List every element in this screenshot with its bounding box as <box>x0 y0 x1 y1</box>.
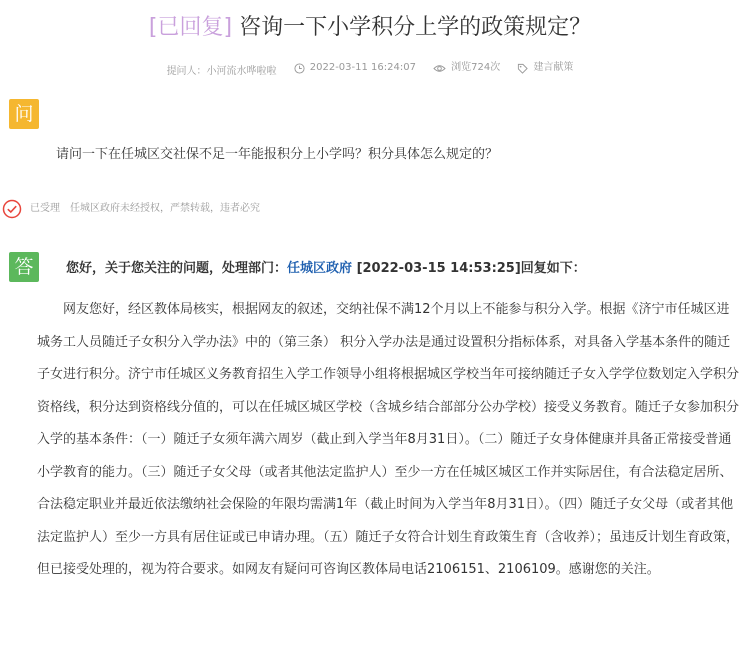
answer-header <box>66 259 586 279</box>
view-count <box>433 60 500 76</box>
eye-icon <box>433 63 446 74</box>
asker-label: 提问人：小河流水哗啦啦 <box>166 65 277 77</box>
question-title: 咨询一下小学积分上学的政策规定？ <box>239 15 592 40</box>
answer-intro: 您好，关于您关注的问题，处理部门： <box>66 261 288 276</box>
tag-icon <box>517 63 528 74</box>
department-link[interactable]: 任城区政府 <box>287 261 353 276</box>
suggest-link-text[interactable]: 建言献策 <box>533 62 574 73</box>
question-badge: 问 <box>9 99 39 129</box>
accepted-notice <box>2 199 260 219</box>
post-time <box>294 60 416 76</box>
reply-time: [2022-03-15 14:53:25]回复如下： <box>356 261 586 276</box>
question-text: 请问一下在任城区交社保不足一年能报积分上小学吗？积分具体怎么规定的？ <box>56 147 499 162</box>
copyright-notice: 任城区政府未经授权，严禁转载，违者必究 <box>70 203 260 214</box>
check-circle-icon <box>2 199 22 219</box>
clock-icon <box>294 63 305 74</box>
question-meta <box>0 60 740 80</box>
view-count-text: 浏览724次 <box>451 62 501 73</box>
suggest-link[interactable] <box>517 60 573 76</box>
answer-badge: 答 <box>9 252 39 282</box>
post-time-text: 2022-03-11 16:24:07 <box>309 62 416 73</box>
answer-body: 网友您好，经区教体局核实，根据网友的叙述，交纳社保不满12个月以上不能参与积分入学。根据《济宁市任城区进城务工人员随迁子女积分入学办法》中的（第三条） 积分入学办法是通过设置积分指标体系，对具备入学基本条件的随迁子女进行积分。济宁市任城区义务教育招生入学工作领导小组将根据城区学校当年可接纳随迁子女入学学位数划定入学积分资格线，积分达到资格线分值的，可以在任城区城区学校（含城乡结合部部分公办学校）接受义务教育。随迁子女参加积分入学的基本条件：（一）随迁子女须年满六周岁（截止到入学当年8月31日）。（二）随迁子女身体健康并具备正常接受普通小学教育的能力。（三）随迁子女父母（或者其他法定监护人）至少一方在任城区城区工作并实际居住，有合法稳定居所、合法稳定职业并最近依法缴纳社会保险的年限均需满1年（截止时间为入学当年8月31日）。（四）随迁子女父母（或者其他法定监护人）至少一方具有居住证或已申请办理。（五）随迁子女符合计划生育政策生育（含收养）；虽违反计划生育政策，但已接受处理的，视为符合要求。如网友有疑问可咨询区教体局电话2106151、2106109。感谢您的关注。 <box>37 302 740 577</box>
accepted-status: 已受理 <box>30 203 60 214</box>
page-title <box>0 12 740 44</box>
asker-info <box>167 64 277 80</box>
reply-status-tag: [已回复] <box>148 15 233 40</box>
